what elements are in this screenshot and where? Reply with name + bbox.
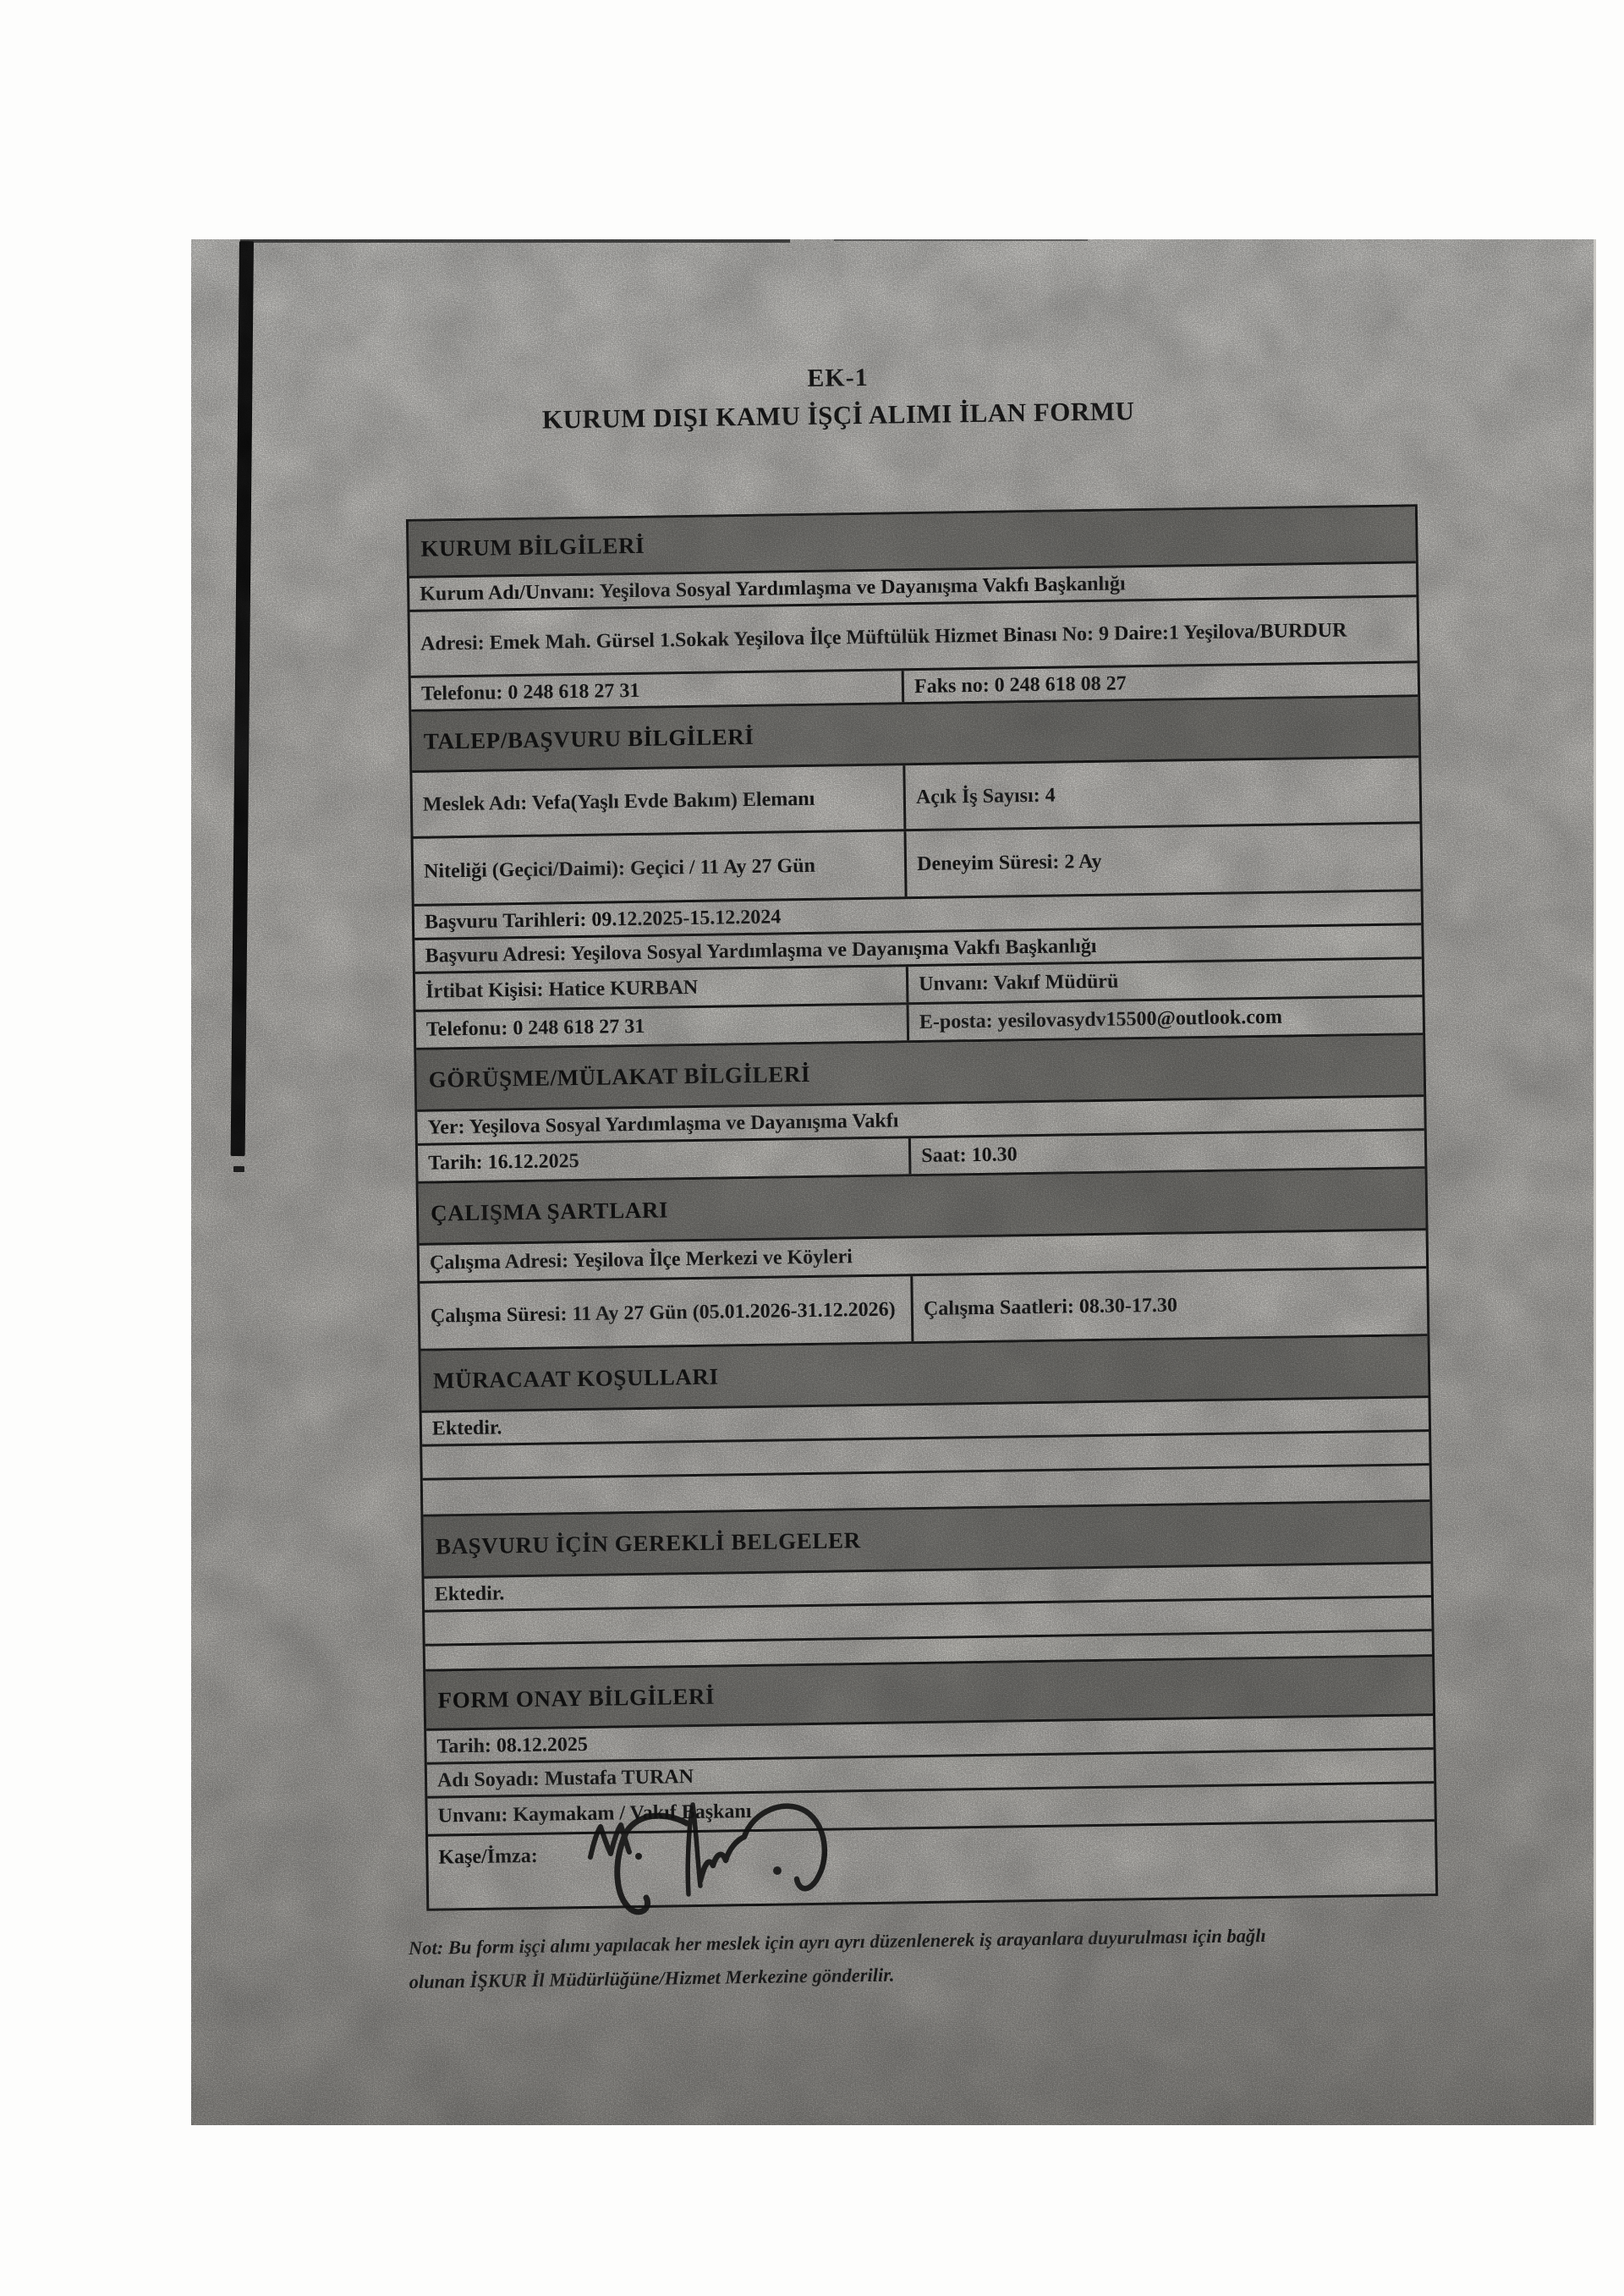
- row-calisma-adresi: Çalışma Adresi: Yeşilova İlçe Merkezi ve Köyleri: [420, 1230, 1427, 1284]
- title-block: [541, 359, 1135, 435]
- row-adresi: Adresi: Emek Mah. Gürsel 1.Sokak Yeşilova İlçe Müftülük Hizmet Binası No: 9 Daire:1 Yeşilova/BURDUR: [410, 597, 1418, 678]
- footer-note-line-1: Not: Bu form işçi alımı yapılacak her meslek için ayrı ayrı düzenlenerek iş arayanlara duyurulması için bağlı: [408, 1925, 1266, 1959]
- page-content: [191, 239, 1596, 2125]
- section-header-kurum-bilgileri: KURUM BİLGİLERİ: [409, 507, 1416, 578]
- cell-acik-is-sayisi: Açık İş Sayısı: 4: [915, 784, 1056, 808]
- row-kase-imza: Kaşe/İmza:: [438, 1844, 538, 1869]
- cell-telefonu: Telefonu: 0 248 618 27 31: [411, 671, 905, 710]
- cell-telefonu-2: Telefonu: 0 248 618 27 31: [416, 1005, 910, 1048]
- row-adi-soyadi: Adı Soyadı: Mustafa TURAN: [427, 1750, 1434, 1799]
- attachment-label: EK-1: [807, 363, 869, 392]
- row-onay-tarih: Tarih: 08.12.2025: [426, 1716, 1433, 1765]
- cell-irtibat-kisisi: İrtibat Kişisi: Hatice KURBAN: [415, 967, 909, 1010]
- cell-eposta: E-posta: yesilovasydv15500@outlook.com: [919, 1006, 1283, 1034]
- cell-calisma-suresi: Çalışma Süresi: 11 Ay 27 Gün (05.01.2026-31.12.2026): [420, 1276, 914, 1349]
- cell-unvani: Unvanı: Vakıf Müdürü: [919, 970, 1119, 996]
- cell-niteligi: Niteliği (Geçici/Daimi): Geçici / 11 Ay 27 Gün: [414, 831, 908, 904]
- scan-artifact-left-tick: [233, 1166, 244, 1172]
- scanned-paper: [191, 239, 1596, 2125]
- row-onay-unvani: Unvanı: Kaymakam / Vakıf Başkanı: [427, 1784, 1435, 1837]
- section-header-talep-basvuru: TALEP/BAŞVURU BİLGİLERİ: [411, 697, 1418, 773]
- footer-note: [409, 1915, 1543, 1999]
- row-muracaat-icerik: Ektedir.: [422, 1398, 1429, 1447]
- row-kurum-adi-unvani: Kurum Adı/Unvanı: Yeşilova Sosyal Yardımlaşma ve Dayanışma Vakfı Başkanlığı: [409, 563, 1416, 612]
- row-belgeler-icerik: Ektedir.: [425, 1564, 1431, 1613]
- cell-faks-no: Faks no: 0 248 618 08 27: [914, 671, 1127, 698]
- section-header-muracaat-kosullari: MÜRACAAT KOŞULLARI: [421, 1336, 1429, 1413]
- row-basvuru-adresi: Başvuru Adresi: Yeşilova Sosyal Yardımlaşma ve Dayanışma Vakfı Başkanlığı: [414, 925, 1421, 974]
- section-header-form-onay: FORM ONAY BİLGİLERİ: [425, 1657, 1433, 1731]
- cell-calisma-saatleri: Çalışma Saatleri: 08.30-17.30: [923, 1294, 1178, 1320]
- section-header-basvuru-belgeleri: BAŞVURU İÇİN GEREKLİ BELGELER: [423, 1502, 1430, 1579]
- cell-deneyim-suresi: Deneyim Süresi: 2 Ay: [916, 850, 1102, 875]
- row-yer: Yer: Yeşilova Sosyal Yardımlaşma ve Dayanışma Vakfı: [417, 1097, 1424, 1146]
- cell-saat: Saat: 10.30: [921, 1143, 1018, 1168]
- page-title: KURUM DIŞI KAMU İŞÇİ ALIMI İLAN FORMU: [541, 396, 1135, 435]
- section-header-gorusme-mulakat: GÖRÜŞME/MÜLAKAT BİLGİLERİ: [416, 1035, 1424, 1112]
- footer-note-line-2: olunan İŞKUR İl Müdürlüğüne/Hizmet Merkezine gönderilir.: [409, 1964, 895, 1993]
- section-header-calisma-sartlari: ÇALIŞMA ŞARTLARI: [419, 1169, 1426, 1246]
- row-basvuru-tarihleri: Başvuru Tarihleri: 09.12.2025-15.12.2024: [414, 891, 1421, 940]
- cell-tarih: Tarih: 16.12.2025: [418, 1138, 912, 1181]
- announcement-form-table: [406, 504, 1438, 1911]
- cell-meslek-adi: Meslek Adı: Vefa(Yaşlı Evde Bakım) Elemanı: [412, 765, 906, 836]
